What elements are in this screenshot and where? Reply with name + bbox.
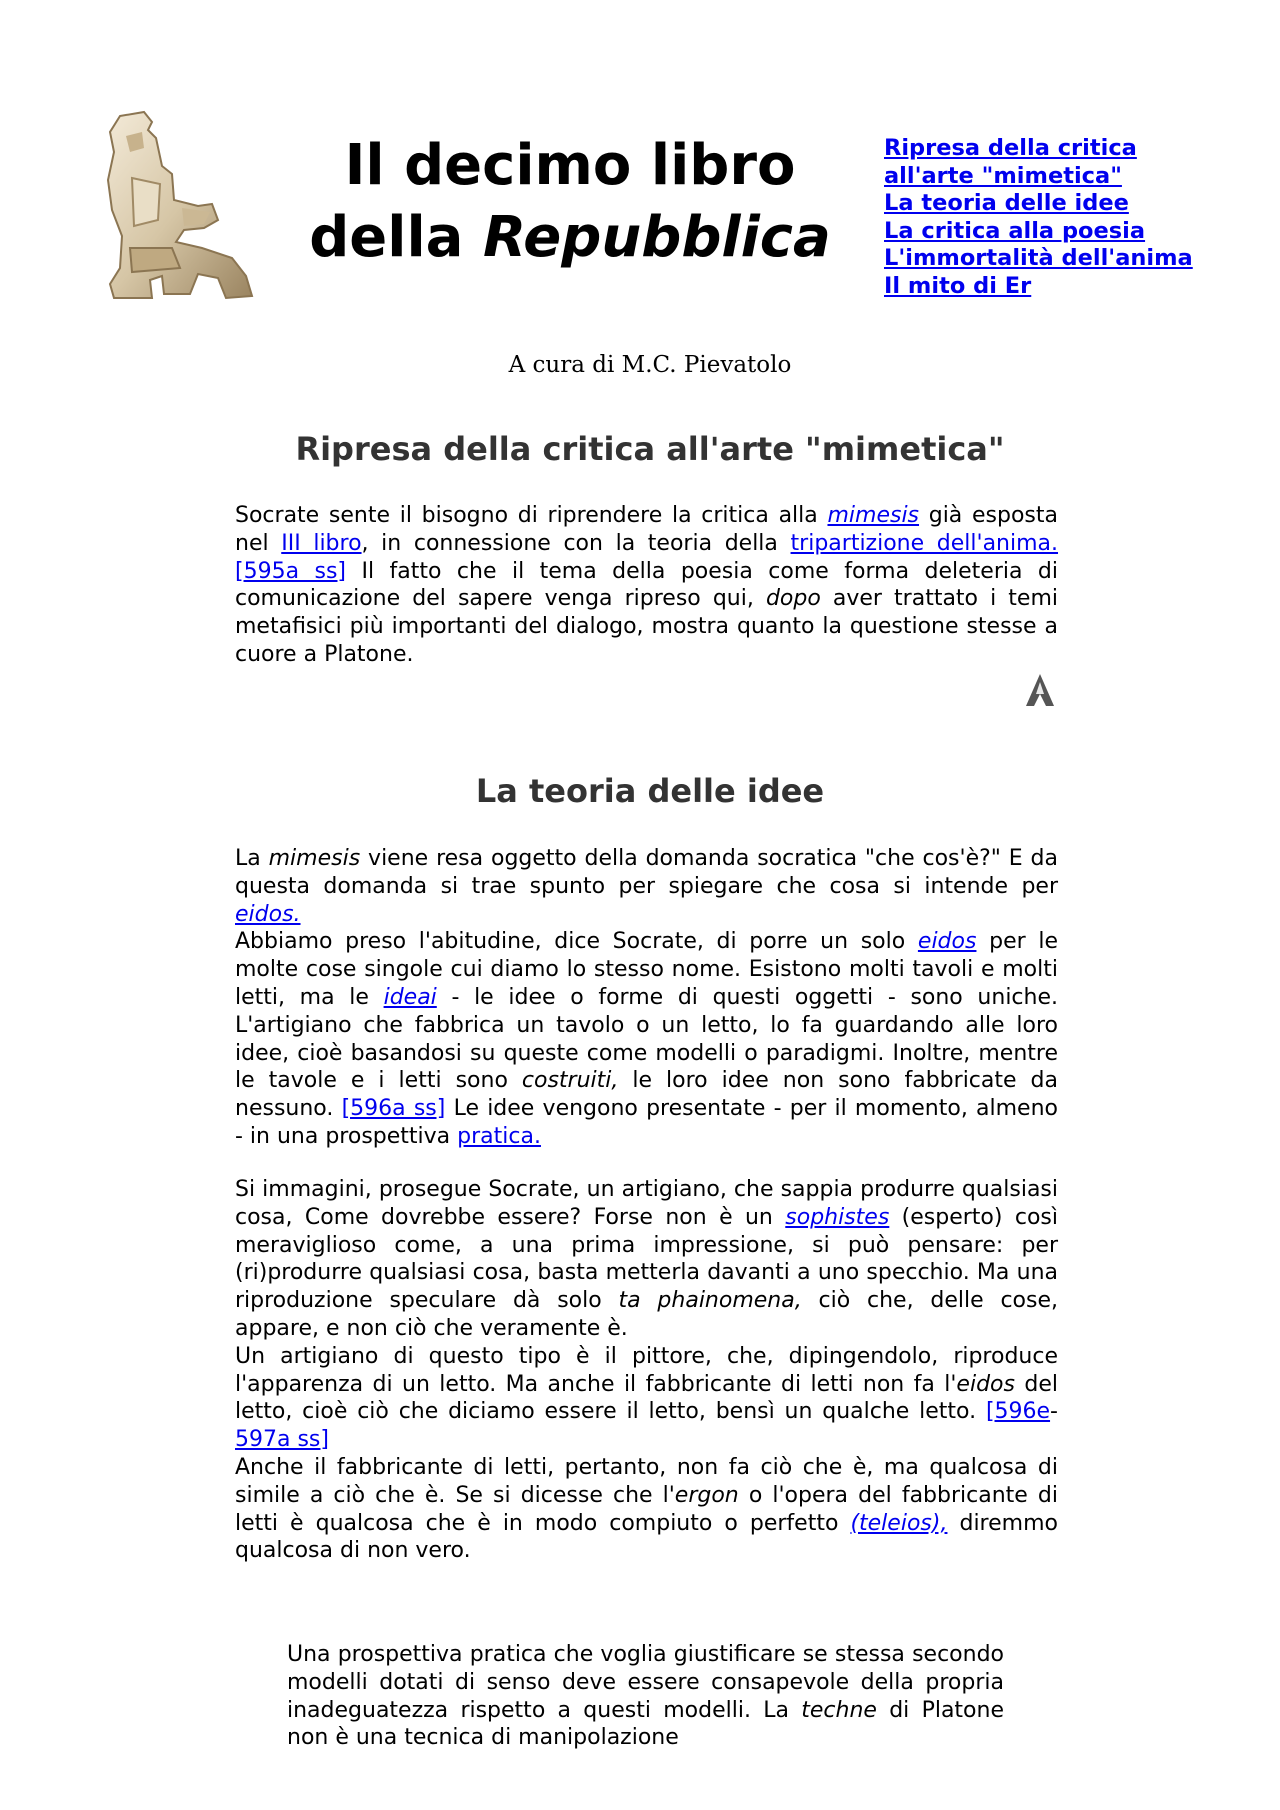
- text: Si immagini, prosegue Socrate, un artigiano, che sappia produrre qualsiasi cosa, Come dovrebbe essere? Forse non è un: [235, 1177, 1058, 1230]
- link-pratica[interactable]: pratica.: [457, 1123, 541, 1149]
- text: Le idee vengono presentate - per il momento, almeno - in una prospettiva: [235, 1096, 1058, 1149]
- back-to-top-icon[interactable]: [1024, 672, 1056, 708]
- seated-statue-logo-icon: [92, 108, 260, 304]
- table-of-contents: [884, 135, 1214, 300]
- title-line-1: Il decimo libro: [344, 133, 796, 198]
- text: Socrate sente il bisogno di riprendere la critica alla: [235, 503, 828, 528]
- link-ideai[interactable]: ideai: [383, 984, 437, 1010]
- text: le loro idee non sono fabbricate da nessuno.: [235, 1068, 1058, 1122]
- text: già esposta nel: [235, 503, 1058, 556]
- emphasis-techne: techne: [801, 1697, 877, 1723]
- toc-link-ripresa[interactable]: Ripresa della critica all'arte "mimetica": [884, 135, 1137, 189]
- text: Anche il fabbricante di letti, pertanto, non fa ciò che è, ma qualcosa di simile a ciò che è. Se si dicesse che l': [235, 1454, 1058, 1508]
- link-sophistes[interactable]: sophistes: [785, 1204, 890, 1230]
- toc-link-mito-er[interactable]: Il mito di Er: [884, 272, 1032, 299]
- text: viene resa oggetto della domanda socratica "che cos'è?" E da questa domanda si trae spunto per spiegare che cosa si intende per: [235, 846, 1059, 899]
- text: (esperto) così meraviglioso come, a una prima impressione, si può pensare: per (ri)produrre qualsiasi cosa, basta metterla davanti a uno specchio. Ma una riproduzione speculare dà solo: [235, 1204, 1058, 1314]
- text: Una prospettiva pratica che voglia giustificare se stessa secondo modelli dotati di senso deve essere consapevole della propria inadeguatezza rispetto a questi modelli. La: [287, 1642, 1004, 1723]
- text: per le molte cose singole cui diamo lo stesso nome. Esistono molti tavoli e molti letti, ma le: [235, 929, 1058, 1010]
- text: diremmo qualcosa di non vero.: [235, 1510, 1058, 1564]
- emphasis-costruiti: costruiti,: [521, 1068, 619, 1094]
- blockquote: [287, 1641, 1004, 1752]
- section-heading-ripresa: Ripresa della critica all'arte "mimetica": [295, 430, 1005, 468]
- link-595a[interactable]: [595a ss]: [235, 558, 347, 584]
- page-title: [290, 130, 850, 274]
- text: ciò che, delle cose, appare, e non ciò che veramente è.: [235, 1288, 1059, 1341]
- link-eidos[interactable]: eidos.: [235, 901, 301, 927]
- emphasis-dopo: dopo: [765, 586, 821, 612]
- curator-credit: A cura di M.C. Pievatolo: [508, 352, 792, 378]
- emphasis-mimesis: mimesis: [268, 846, 361, 871]
- link-596a[interactable]: [596a ss]: [341, 1096, 446, 1122]
- section-teoria-paragraph-2: [235, 1176, 1058, 1565]
- text: , in connessione con la teoria della: [361, 530, 791, 556]
- toc-link-immortalita[interactable]: L'immortalità dell'anima: [884, 245, 1193, 271]
- link-mimesis[interactable]: mimesis: [827, 503, 920, 528]
- text: - le idee o forme di questi oggetti - sono uniche. L'artigiano che fabbrica un tavolo o un letto, lo fa guardando alle loro idee, cioè basandosi su queste come modelli o paradigmi. Inoltre, mentre le tavole e i letti sono: [235, 984, 1058, 1094]
- link-596e[interactable]: [596e: [985, 1399, 1051, 1425]
- link-teleios[interactable]: (teleios),: [850, 1510, 948, 1536]
- toc-link-critica-poesia[interactable]: La critica alla poesia: [884, 217, 1146, 244]
- emphasis-phainomena: ta phainomena,: [618, 1288, 802, 1314]
- section-heading-teoria-idee: La teoria delle idee: [475, 772, 825, 810]
- text: Abbiamo preso l'abitudine, dice Socrate, di porre un solo: [235, 929, 918, 955]
- link-597a[interactable]: 597a ss]: [235, 1427, 329, 1453]
- emphasis-ergon: ergon: [674, 1482, 739, 1508]
- text: di Platone non è una tecnica di manipolazione: [287, 1697, 1004, 1751]
- section-teoria-paragraph-1: [235, 845, 1058, 1151]
- text: Il fatto che il tema della poesia come forma deleteria di comunicazione del sapere venga ripreso qui,: [235, 558, 1058, 612]
- link-tripartizione[interactable]: tripartizione dell'anima.: [790, 530, 1059, 556]
- link-eidos-2[interactable]: eidos: [917, 929, 977, 955]
- text: Un artigiano di questo tipo è il pittore, che, dipingendolo, riproduce l'apparenza di un letto. Ma anche il fabbricante di letti non fa l': [235, 1343, 1058, 1397]
- title-prefix: della: [309, 205, 483, 270]
- link-iii-libro[interactable]: III libro: [281, 530, 362, 556]
- section-ripresa-paragraph: [235, 502, 1058, 669]
- text: del letto, cioè ciò che diciamo essere il letto, bensì un qualche letto.: [235, 1371, 1058, 1425]
- text: o l'opera del fabbricante di letti è qualcosa che è in modo compiuto o perfetto: [235, 1482, 1058, 1536]
- title-line-2: [290, 202, 850, 274]
- title-emphasis: Repubblica: [482, 205, 831, 270]
- emphasis-eidos: eidos: [956, 1371, 1015, 1397]
- text: aver trattato i temi metafisici più importanti del dialogo, mostra quanto la questione stesse a cuore a Platone.: [235, 586, 1059, 667]
- text: -: [1050, 1399, 1058, 1425]
- text: La: [235, 846, 269, 871]
- toc-link-teoria-idee[interactable]: La teoria delle idee: [884, 190, 1129, 216]
